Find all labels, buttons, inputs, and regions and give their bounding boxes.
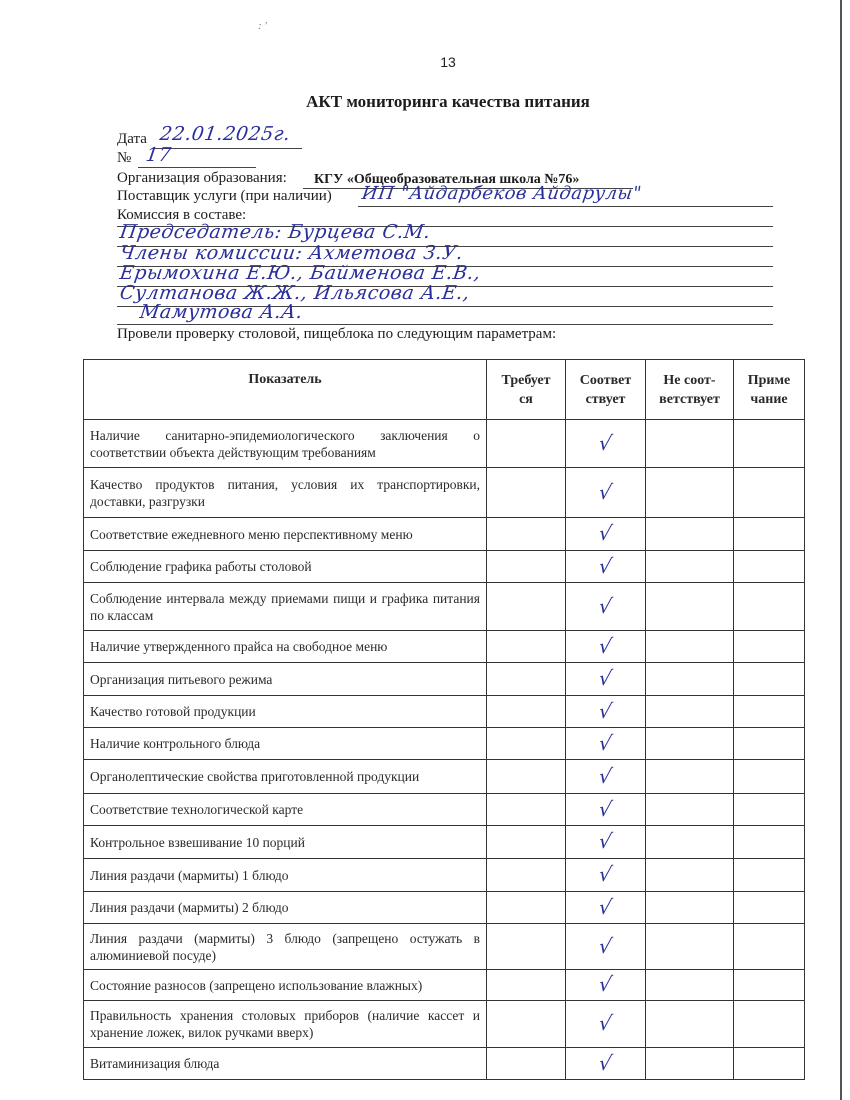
not-complies-cell [646,794,734,826]
parameter-cell: Контрольное взвешивание 10 порций [84,826,487,859]
table-row [84,924,805,970]
check-mark-icon: √ [597,1011,614,1035]
parameter-cell: Соответствие ежедневного меню перспективному меню [84,518,487,551]
note-cell [734,970,805,1001]
required-cell [487,728,566,760]
parameter-cell: Организация питьевого режима [84,663,487,696]
number-value: 17 [144,144,173,166]
complies-cell [566,760,646,794]
required-cell [487,924,566,970]
not-complies-cell [646,551,734,583]
table-row [84,551,805,583]
complies-cell [566,518,646,551]
complies-cell [566,970,646,1001]
parameter-cell: Соблюдение графика работы столовой [84,551,487,583]
check-mark-icon: √ [597,796,614,821]
header-complies: Соответ ствует [566,360,646,420]
required-cell [487,859,566,892]
table-row [84,970,805,1001]
parameter-cell: Соблюдение интервала между приемами пищи и графика питания по классам [84,583,487,631]
number-label: № [117,150,132,166]
required-cell [487,468,566,518]
check-mark-icon: √ [597,593,614,618]
complies-cell [566,826,646,859]
parameter-cell: Правильность хранения столовых приборов (наличие кассет и хранение ложек, вилок ручками вверх) [84,1001,487,1048]
complies-cell [566,663,646,696]
table-row [84,794,805,826]
note-cell [734,1048,805,1080]
table-body [84,420,805,1080]
page-edge-line [840,0,842,1100]
commission-member-line: Мамутова А.А. [138,301,305,323]
note-cell [734,518,805,551]
parameter-cell: Качество готовой продукции [84,696,487,728]
criteria-table [83,359,805,1080]
note-cell [734,551,805,583]
parameter-cell: Линия раздачи (мармиты) 1 блюдо [84,859,487,892]
check-mark-icon: √ [597,933,614,958]
required-cell [487,696,566,728]
not-complies-cell [646,696,734,728]
table-row [84,583,805,631]
complies-cell [566,1001,646,1048]
parameter-cell: Наличие утвержденного прайса на свободное меню [84,631,487,663]
not-complies-cell [646,1048,734,1080]
supplier-underline [358,206,773,207]
check-mark-icon: √ [597,521,614,545]
note-cell [734,468,805,518]
note-cell [734,859,805,892]
required-cell [487,970,566,1001]
table-row [84,892,805,924]
commission-member-line: Султанова Ж.Ж., Ильясова А.Е., [118,282,472,304]
commission-member-line: Председатель: Бурцева С.М. [118,221,433,243]
commission-member-line: Члены комиссии: Ахметова З.У. [118,242,465,264]
not-complies-cell [646,631,734,663]
complies-cell [566,859,646,892]
header-parameter: Показатель [84,360,487,420]
complies-cell [566,551,646,583]
not-complies-cell [646,970,734,1001]
not-complies-cell [646,826,734,859]
required-cell [487,420,566,468]
check-mark-icon: √ [597,698,614,723]
required-cell [487,794,566,826]
date-underline [152,148,302,149]
header-not-complies: Не соот- ветствует [646,360,734,420]
commission-label: Комиссия в составе: [117,207,247,223]
complies-cell [566,696,646,728]
note-cell [734,794,805,826]
note-cell [734,631,805,663]
inspection-intro: Провели проверку столовой, пищеблока по следующим параметрам: [117,326,557,342]
parameter-cell: Линия раздачи (мармиты) 2 блюдо [84,892,487,924]
not-complies-cell [646,518,734,551]
table-row [84,1048,805,1080]
organization-value: КГУ «Общеобразовательная школа №76» [314,172,580,187]
required-cell [487,1048,566,1080]
required-cell [487,631,566,663]
required-cell [487,551,566,583]
required-cell [487,826,566,859]
check-mark-icon: √ [597,862,614,886]
check-mark-icon: √ [597,829,614,853]
check-mark-icon: √ [597,666,614,690]
table-row [84,631,805,663]
note-cell [734,696,805,728]
note-cell [734,760,805,794]
table-row [84,859,805,892]
table-row [84,518,805,551]
not-complies-cell [646,728,734,760]
complies-cell [566,420,646,468]
commission-rule-6 [117,324,773,325]
table-row [84,760,805,794]
header-note: Приме чание [734,360,805,420]
organization-label: Организация образования: [117,170,287,186]
date-label: Дата [117,131,147,147]
note-cell [734,826,805,859]
required-cell [487,1001,566,1048]
supplier-label: Поставщик услуги (при наличии) [117,188,332,204]
not-complies-cell [646,420,734,468]
not-complies-cell [646,859,734,892]
not-complies-cell [646,663,734,696]
required-cell [487,583,566,631]
note-cell [734,892,805,924]
page-number: 13 [440,54,456,70]
check-mark-icon: √ [597,479,614,504]
complies-cell [566,1048,646,1080]
check-mark-icon: √ [597,730,614,755]
check-mark-icon: √ [597,763,614,788]
parameter-cell: Органолептические свойства приготовленной продукции [84,760,487,794]
not-complies-cell [646,892,734,924]
parameter-cell: Линия раздачи (мармиты) 3 блюдо (запрещено остужать в алюминиевой посуде) [84,924,487,970]
complies-cell [566,631,646,663]
table-header-row [84,360,805,420]
complies-cell [566,468,646,518]
not-complies-cell [646,924,734,970]
table-row [84,728,805,760]
note-cell [734,583,805,631]
header-required: Требует ся [487,360,566,420]
note-cell [734,924,805,970]
check-mark-icon: √ [597,894,614,919]
table-row [84,663,805,696]
parameter-cell: Наличие санитарно-эпидемиологического заключения о соответствии объекта действующим требованиям [84,420,487,468]
check-mark-icon: √ [597,972,614,996]
not-complies-cell [646,583,734,631]
table-row [84,826,805,859]
commission-member-line: Ерымохина Е.Ю., Байменова Е.В., [118,262,483,284]
table-row [84,696,805,728]
check-mark-icon: √ [597,1050,614,1075]
complies-cell [566,583,646,631]
required-cell [487,518,566,551]
check-mark-icon: √ [597,633,614,658]
note-cell [734,420,805,468]
number-underline [138,167,256,168]
table-row [84,468,805,518]
document-title: АКТ мониторинга качества питания [306,92,590,111]
not-complies-cell [646,760,734,794]
required-cell [487,892,566,924]
parameter-cell: Соответствие технологической карте [84,794,487,826]
table-row [84,420,805,468]
complies-cell [566,728,646,760]
check-mark-icon: √ [597,553,614,578]
required-cell [487,663,566,696]
parameter-cell: Качество продуктов питания, условия их транспортировки, доставки, разгрузки [84,468,487,518]
date-value: 22.01.2025г. [158,123,292,145]
note-cell [734,728,805,760]
note-cell [734,663,805,696]
table-row [84,1001,805,1048]
check-mark-icon: √ [597,430,614,455]
not-complies-cell [646,1001,734,1048]
supplier-value: ИП "Айдарбеков Айдарулы" [360,183,643,204]
corner-mark: : ' [258,20,267,32]
complies-cell [566,892,646,924]
not-complies-cell [646,468,734,518]
complies-cell [566,794,646,826]
complies-cell [566,924,646,970]
parameter-cell: Состояние разносов (запрещено использование влажных) [84,970,487,1001]
note-cell [734,1001,805,1048]
parameter-cell: Витаминизация блюда [84,1048,487,1080]
required-cell [487,760,566,794]
parameter-cell: Наличие контрольного блюда [84,728,487,760]
